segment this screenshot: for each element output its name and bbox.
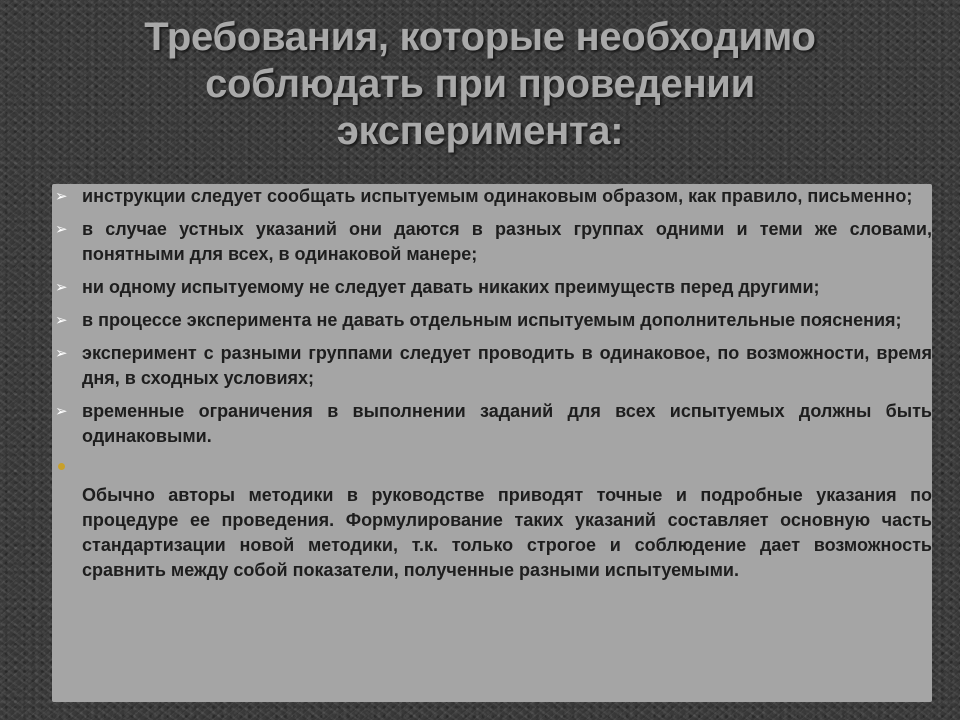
list-item-text: инструкции следует сообщать испытуемым одинаковым образом, как правило, письменно; — [82, 186, 913, 206]
empty-bullet — [52, 457, 932, 483]
list-item — [52, 275, 932, 300]
list-item — [52, 308, 932, 333]
arrow-bullet-icon: ➢ — [55, 402, 68, 420]
list-item-text: временные ограничения в выполнении заданий для всех испытуемых должны быть одинаковыми. — [82, 401, 932, 446]
arrow-bullet-icon: ➢ — [55, 311, 68, 329]
dot-bullet-icon — [58, 463, 65, 470]
slide-title: Требования, которые необходимо соблюдать при проведении эксперимента: — [144, 15, 816, 153]
arrow-bullet-icon: ➢ — [55, 187, 68, 205]
content-panel — [52, 184, 932, 702]
arrow-bullet-icon: ➢ — [55, 220, 68, 238]
list-item — [52, 184, 932, 209]
list-item-text: в случае устных указаний они даются в разных группах одними и теми же словами, понятными для всех, в одинаковой манере; — [82, 219, 932, 264]
list-item-text: эксперимент с разными группами следует проводить в одинаковое, по возможности, время дня, в сходных условиях; — [82, 343, 932, 388]
list-item — [52, 341, 932, 391]
arrow-bullet-icon: ➢ — [55, 344, 68, 362]
arrow-bullet-icon: ➢ — [55, 278, 68, 296]
list-item — [52, 217, 932, 267]
list-item-text: ни одному испытуемому не следует давать никаких преимуществ перед другими; — [82, 277, 820, 297]
list-item — [52, 399, 932, 449]
requirements-list — [52, 184, 932, 449]
summary-paragraph: Обычно авторы методики в руководстве приводят точные и подробные указания по процедуре ее проведения. Формулирование таких указаний составляет основную часть стандартизации новой методики, т.к. только строгое и соблюдение дает возможность сравнить между собой показатели, полученные разными испытуемыми. — [82, 485, 932, 580]
list-item-text: в процессе эксперимента не давать отдельным испытуемым дополнительные пояснения; — [82, 310, 902, 330]
